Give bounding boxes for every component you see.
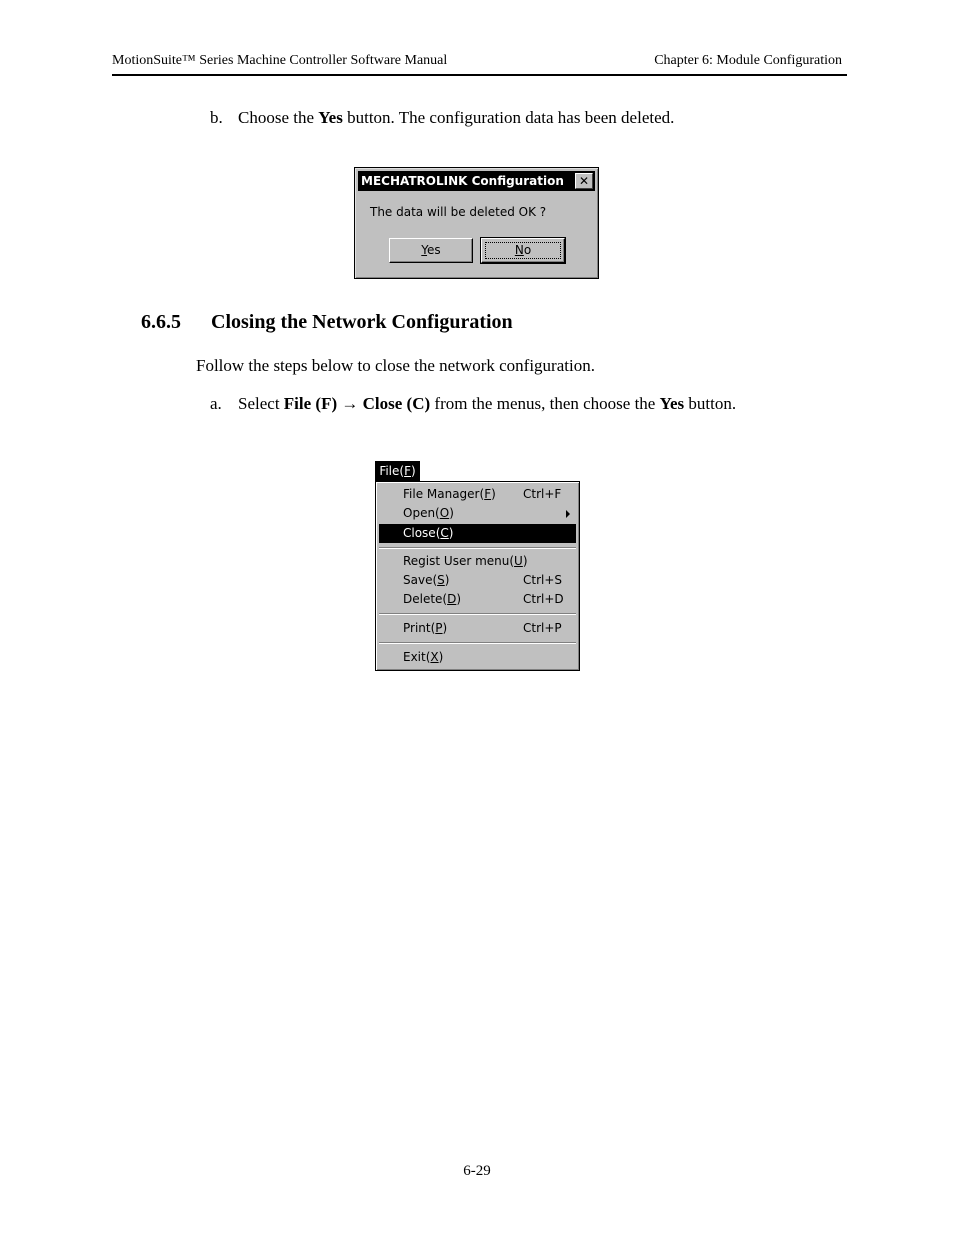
label-mnemonic: U — [514, 554, 523, 568]
no-button[interactable] — [481, 238, 565, 263]
menu-separator — [379, 613, 576, 615]
step-b-text — [210, 107, 674, 129]
menu-item-label — [403, 504, 454, 523]
menu-item-close[interactable] — [379, 524, 576, 543]
running-header-title: MotionSuite™ Series Machine Controller Software Manual — [112, 53, 448, 68]
menu-item-label — [403, 571, 449, 590]
label-post: ) — [456, 592, 462, 606]
menu-item-label — [403, 552, 528, 571]
step-b-post: button. The configuration data has been deleted. — [342, 108, 675, 127]
label-post: ) — [442, 621, 448, 635]
menu-item-shortcut: Ctrl+D — [523, 592, 564, 606]
label-post: ) — [491, 487, 496, 501]
step-a-file: File (F) — [283, 394, 338, 413]
step-a-t3: from the menus, then choose the — [430, 394, 660, 413]
yes-button[interactable] — [389, 238, 473, 263]
running-header-chapter: Chapter 6: Module Configuration — [654, 53, 842, 68]
step-a-close: Close (C) — [362, 394, 431, 413]
label-pre: Save( — [403, 573, 438, 587]
file-dropdown-menu — [375, 481, 580, 671]
step-b-marker: b. — [210, 108, 223, 127]
menu-item-label — [403, 590, 461, 609]
dialog-title: MECHATROLINK Configuration — [361, 174, 564, 188]
label-mnemonic: D — [447, 592, 457, 606]
menu-file-mnemonic: F — [404, 464, 411, 478]
label-pre: File Manager( — [403, 487, 485, 501]
menu-item-exit[interactable] — [379, 648, 576, 667]
label-mnemonic: X — [430, 650, 439, 664]
page-number: 6-29 — [463, 1163, 491, 1179]
no-button-label — [515, 243, 531, 257]
close-icon[interactable]: ✕ — [575, 173, 593, 189]
label-pre: Close( — [403, 526, 441, 540]
menu-file-pre: File( — [379, 464, 405, 478]
section-intro: Follow the steps below to close the network configuration. — [196, 356, 595, 375]
header-rule — [112, 74, 847, 76]
menu-item-label — [403, 619, 447, 638]
menu-item-label — [403, 524, 453, 543]
menu-item-shortcut: Ctrl+P — [523, 621, 562, 635]
label-pre: Regist User menu( — [403, 554, 515, 568]
label-pre: Open( — [403, 506, 440, 520]
confirm-dialog — [354, 167, 599, 279]
menu-item-label — [403, 648, 443, 667]
menu-separator — [379, 642, 576, 644]
menu-file[interactable] — [375, 461, 420, 481]
menu-separator — [379, 547, 576, 549]
label-mnemonic: O — [439, 506, 450, 520]
yes-label-mnemonic: Y — [421, 243, 428, 257]
step-b-pre: Choose the — [238, 108, 319, 127]
label-post: ) — [522, 554, 528, 568]
section-number: 6.6.5 — [141, 311, 181, 333]
step-a-arrow: → — [337, 394, 363, 413]
menu-item-regist-user-menu[interactable] — [379, 552, 576, 571]
label-pre: Exit( — [403, 650, 431, 664]
menu-file-post: ) — [410, 464, 416, 478]
menu-item-print[interactable] — [379, 619, 576, 638]
label-post: ) — [448, 526, 454, 540]
dialog-title-bar — [358, 171, 595, 191]
step-a-text — [210, 393, 736, 415]
section-heading — [141, 309, 513, 335]
section-title: Closing the Network Configuration — [211, 311, 513, 333]
menu-item-shortcut: Ctrl+S — [523, 573, 563, 587]
label-post: ) — [444, 573, 450, 587]
no-label-post: o — [523, 243, 532, 257]
dialog-message: The data will be deleted OK ? — [370, 205, 547, 219]
menu-item-label — [403, 485, 496, 504]
label-post: ) — [438, 650, 444, 664]
step-a-yes: Yes — [659, 394, 685, 413]
label-pre: Print( — [403, 621, 436, 635]
menu-item-open[interactable] — [379, 504, 576, 523]
menu-item-save[interactable] — [379, 571, 576, 590]
label-mnemonic: S — [437, 573, 445, 587]
label-post: ) — [449, 506, 454, 520]
label-mnemonic: P — [435, 621, 443, 635]
yes-label-post: es — [427, 243, 441, 257]
step-b-bold-yes: Yes — [318, 108, 343, 127]
step-a-t4: button. — [684, 394, 737, 413]
submenu-arrow-icon — [566, 510, 570, 518]
no-label-mnemonic: N — [514, 243, 524, 257]
label-mnemonic: C — [440, 526, 449, 540]
menu-item-shortcut: Ctrl+F — [523, 487, 562, 501]
yes-button-label — [421, 243, 440, 257]
label-pre: Delete( — [403, 592, 448, 606]
menu-item-delete[interactable] — [379, 590, 576, 609]
label-mnemonic: F — [484, 487, 492, 501]
step-a-marker: a. — [210, 394, 222, 413]
step-a-t1: Select — [238, 394, 284, 413]
menu-item-file-manager[interactable] — [379, 485, 576, 504]
